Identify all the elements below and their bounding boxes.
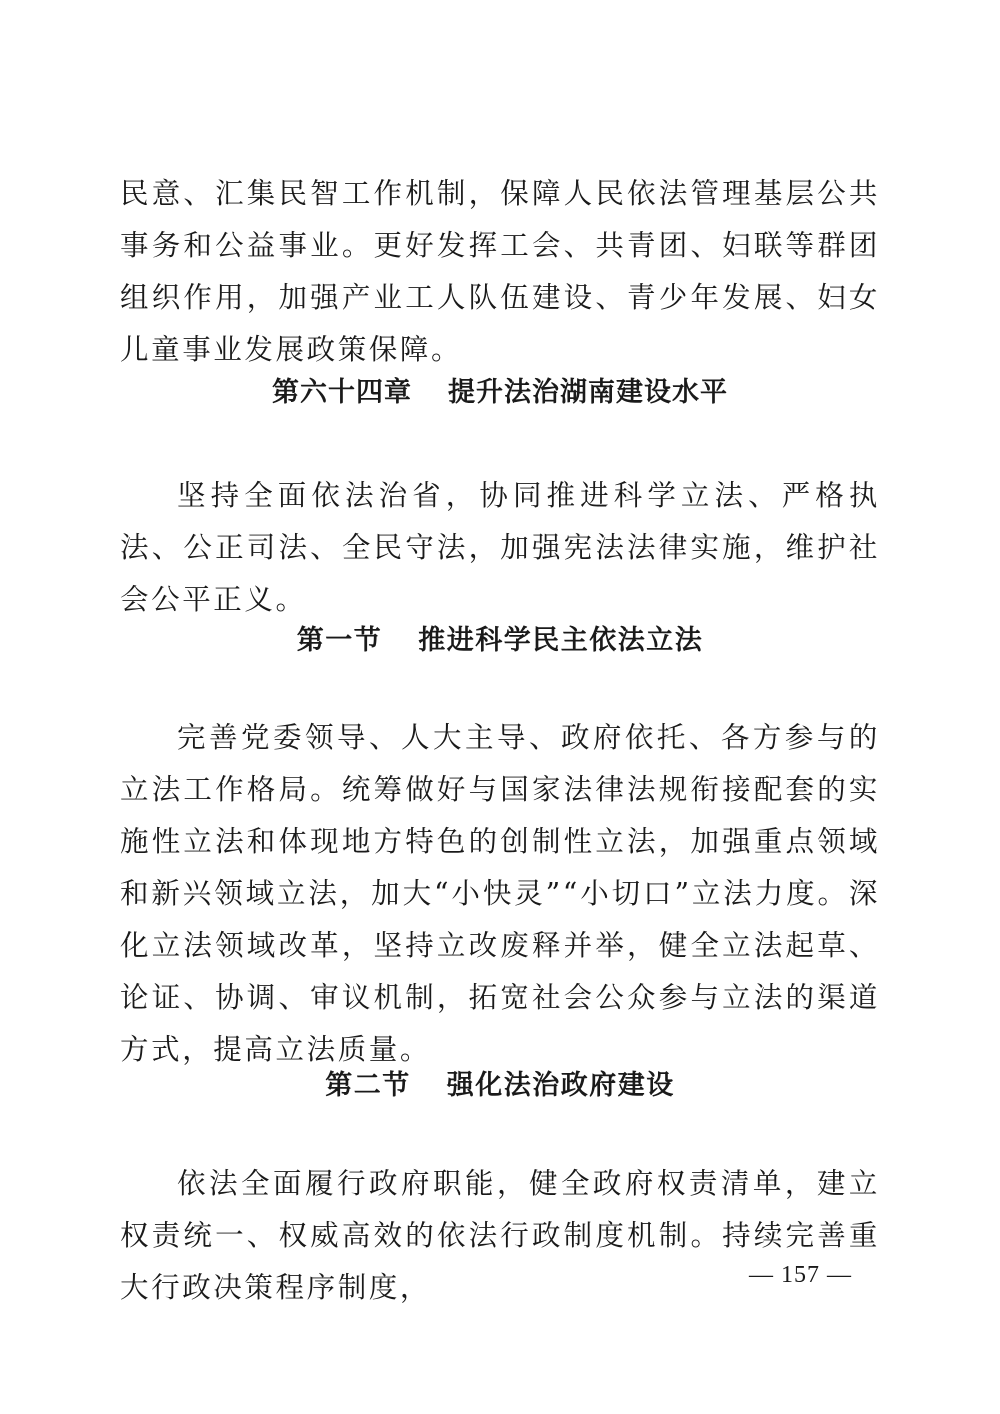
section-number-2: 第二节 [325,1070,411,1101]
chapter-heading [0,370,1000,409]
section-1-paragraph: 完善党委领导、人大主导、政府依托、各方参与的立法工作格局。统筹做好与国家法律法规衔接配套的实施性立法和体现地方特色的创制性立法，加强重点领域和新兴领域立法，加大“小快灵”“小切口”立法力度。深化立法领域改革，坚持立改废释并举，健全立法起草、论证、协调、审议机制，拓宽社会公众参与立法的渠道方式，提高立法质量。 [120,721,880,1066]
section-title-1: 推进科学民主依法立法 [418,625,704,656]
section-number-1: 第一节 [296,625,383,656]
chapter-intro-paragraph: 坚持全面依法治省，协同推进科学立法、严格执法、公正司法、全民守法，加强宪法法律实施，维护社会公平正义。 [120,479,880,616]
chapter-number: 第六十四章 [272,377,412,408]
section-heading-1 [0,618,1000,657]
chapter-title: 提升法治湖南建设水平 [448,377,728,408]
paragraph-continuation: 民意、汇集民智工作机制，保障人民依法管理基层公共事务和公益事业。更好发挥工会、共青团、妇联等群团组织作用，加强产业工人队伍建设、青少年发展、妇女儿童事业发展政策保障。 [120,177,880,366]
page-number: — 157 — [749,1262,852,1288]
section-heading-2 [0,1063,1000,1102]
section-2-paragraph: 依法全面履行政府职能，健全政府权责清单，建立权责统一、权威高效的依法行政制度机制。持续完善重大行政决策程序制度， [120,1167,880,1304]
section-title-2: 强化法治政府建设 [446,1070,675,1101]
